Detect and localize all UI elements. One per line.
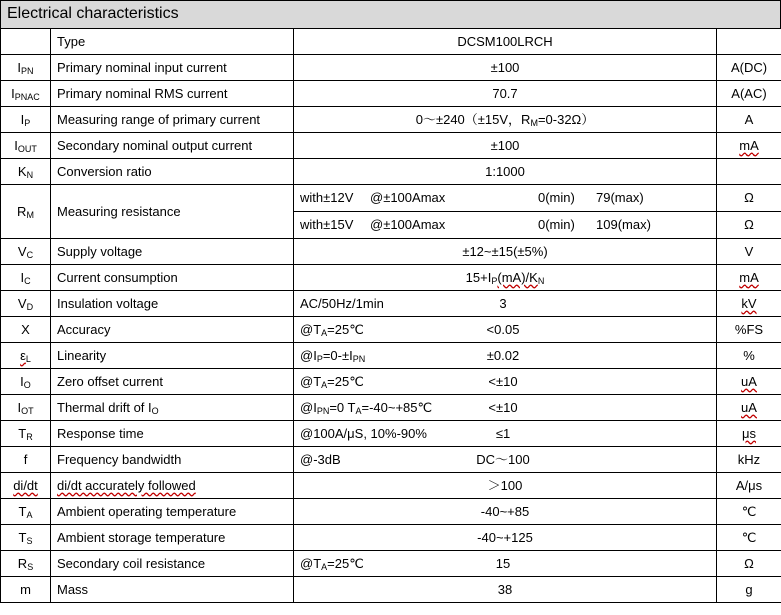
- table-row: [1, 81, 781, 107]
- parameter-cell: Ambient operating temperature: [51, 499, 294, 525]
- table-row: [1, 395, 781, 421]
- symbol-cell: $I_O$: [1, 369, 51, 395]
- parameter-cell: Secondary coil resistance: [51, 551, 294, 577]
- value-cell: 1:1000: [294, 159, 717, 185]
- unit-cell: g: [717, 577, 781, 603]
- symbol-cell: $V_C$: [1, 239, 51, 265]
- unit-cell: mA: [717, 265, 781, 291]
- parameter-cell: Linearity: [51, 343, 294, 369]
- value-cell: with±12V @±100Amax 0(min) 79(max): [294, 185, 717, 212]
- unit-cell: uA: [717, 395, 781, 421]
- symbol-cell: $V_D$: [1, 291, 51, 317]
- table-row: [1, 369, 781, 395]
- table-row: [1, 29, 781, 55]
- symbol-cell: m: [1, 577, 51, 603]
- parameter-cell: Current consumption: [51, 265, 294, 291]
- parameter-cell: Conversion ratio: [51, 159, 294, 185]
- parameter-cell: Accuracy: [51, 317, 294, 343]
- symbol-cell: $I_{PNAC}$: [1, 81, 51, 107]
- type-value: DCSM100LRCH: [294, 29, 717, 55]
- table-row: [1, 239, 781, 265]
- symbol-cell: $I_{PN}$: [1, 55, 51, 81]
- table-row: [1, 185, 781, 212]
- symbol-cell: $\varepsilon_L$: [1, 343, 51, 369]
- symbol-cell: $T_R$: [1, 421, 51, 447]
- symbol-cell: [1, 29, 51, 55]
- symbol-cell: di/dt: [1, 473, 51, 499]
- unit-cell: kHz: [717, 447, 781, 473]
- parameter-cell: Measuring range of primary current: [51, 107, 294, 133]
- table-row: [1, 55, 781, 81]
- table-row: [1, 343, 781, 369]
- symbol-cell: $T_S$: [1, 525, 51, 551]
- table-row: [1, 551, 781, 577]
- value-cell: 70.7: [294, 81, 717, 107]
- type-label: Type: [51, 29, 294, 55]
- unit-cell: A: [717, 107, 781, 133]
- value-cell: -40~+85: [294, 499, 717, 525]
- table-row: [1, 525, 781, 551]
- parameter-cell: Frequency bandwidth: [51, 447, 294, 473]
- symbol-cell: $T_A$: [1, 499, 51, 525]
- characteristics-table: [0, 28, 781, 603]
- parameter-cell: Ambient storage temperature: [51, 525, 294, 551]
- unit-cell: ℃: [717, 525, 781, 551]
- value-cell: 0～±240（±15V，$R_M=0-32\Omega$）: [294, 107, 717, 133]
- symbol-cell: $I_{OT}$: [1, 395, 51, 421]
- table-row: [1, 499, 781, 525]
- parameter-cell: Supply voltage: [51, 239, 294, 265]
- unit-cell: mA: [717, 133, 781, 159]
- symbol-cell: $I_P$: [1, 107, 51, 133]
- parameter-cell: Zero offset current: [51, 369, 294, 395]
- value-cell: $@T_A=25℃ <0.05$: [294, 317, 717, 343]
- value-cell: @-3dB DC～100: [294, 447, 717, 473]
- unit-cell: uA: [717, 369, 781, 395]
- table-row: [1, 265, 781, 291]
- unit-cell: Ω: [717, 551, 781, 577]
- unit-cell: ℃: [717, 499, 781, 525]
- unit-cell: kV: [717, 291, 781, 317]
- value-cell: @100A/μS, 10%-90% ≤1: [294, 421, 717, 447]
- table-row: [1, 447, 781, 473]
- table-row: [1, 291, 781, 317]
- unit-cell: Ω: [717, 212, 781, 239]
- table-row: [1, 159, 781, 185]
- unit-cell: μs: [717, 421, 781, 447]
- symbol-cell: $I_{OUT}$: [1, 133, 51, 159]
- symbol-cell: $K_N$: [1, 159, 51, 185]
- value-cell: ±12~±15(±5%): [294, 239, 717, 265]
- table-row: [1, 577, 781, 603]
- parameter-cell: Measuring resistance: [51, 185, 294, 239]
- value-cell: -40~+125: [294, 525, 717, 551]
- value-cell: ＞100: [294, 473, 717, 499]
- parameter-cell: di/dt accurately followed: [51, 473, 294, 499]
- symbol-cell: X: [1, 317, 51, 343]
- value-cell: $@I_P=0-\pm I_{PN} \pm 0.02$: [294, 343, 717, 369]
- symbol-cell: $R_M$: [1, 185, 51, 239]
- table-row: [1, 421, 781, 447]
- value-cell: $@I_{PN}=0$ $T_A=-40\sim+85℃ <\pm 10$: [294, 395, 717, 421]
- section-header: [0, 0, 781, 29]
- parameter-cell: Mass: [51, 577, 294, 603]
- parameter-cell: Primary nominal input current: [51, 55, 294, 81]
- value-cell: $@T_A=25℃ <\pm 10$: [294, 369, 717, 395]
- value-cell: ±100: [294, 133, 717, 159]
- unit-cell: A/μs: [717, 473, 781, 499]
- table-row: [1, 107, 781, 133]
- value-cell: with±15V @±100Amax 0(min) 109(max): [294, 212, 717, 239]
- parameter-cell: Secondary nominal output current: [51, 133, 294, 159]
- parameter-cell: Response time: [51, 421, 294, 447]
- parameter-cell: Insulation voltage: [51, 291, 294, 317]
- value-cell: $15+I_P(mA)/K_N$: [294, 265, 717, 291]
- unit-cell: V: [717, 239, 781, 265]
- table-row: [1, 133, 781, 159]
- unit-cell: [717, 159, 781, 185]
- value-cell: AC/50Hz/1min 3: [294, 291, 717, 317]
- unit-cell: Ω: [717, 185, 781, 212]
- table-row: [1, 317, 781, 343]
- parameter-cell: Thermal drift of $I_O$: [51, 395, 294, 421]
- symbol-cell: $R_S$: [1, 551, 51, 577]
- unit-cell: %: [717, 343, 781, 369]
- table-row: [1, 473, 781, 499]
- symbol-cell: f: [1, 447, 51, 473]
- unit-cell: [717, 29, 781, 55]
- unit-cell: A(AC): [717, 81, 781, 107]
- value-cell: 38: [294, 577, 717, 603]
- symbol-cell: $I_C$: [1, 265, 51, 291]
- parameter-cell: Primary nominal RMS current: [51, 81, 294, 107]
- value-cell: ±100: [294, 55, 717, 81]
- unit-cell: A(DC): [717, 55, 781, 81]
- value-cell: $@T_A=25℃$ 15: [294, 551, 717, 577]
- unit-cell: %FS: [717, 317, 781, 343]
- section-title: Electrical characteristics: [7, 5, 179, 22]
